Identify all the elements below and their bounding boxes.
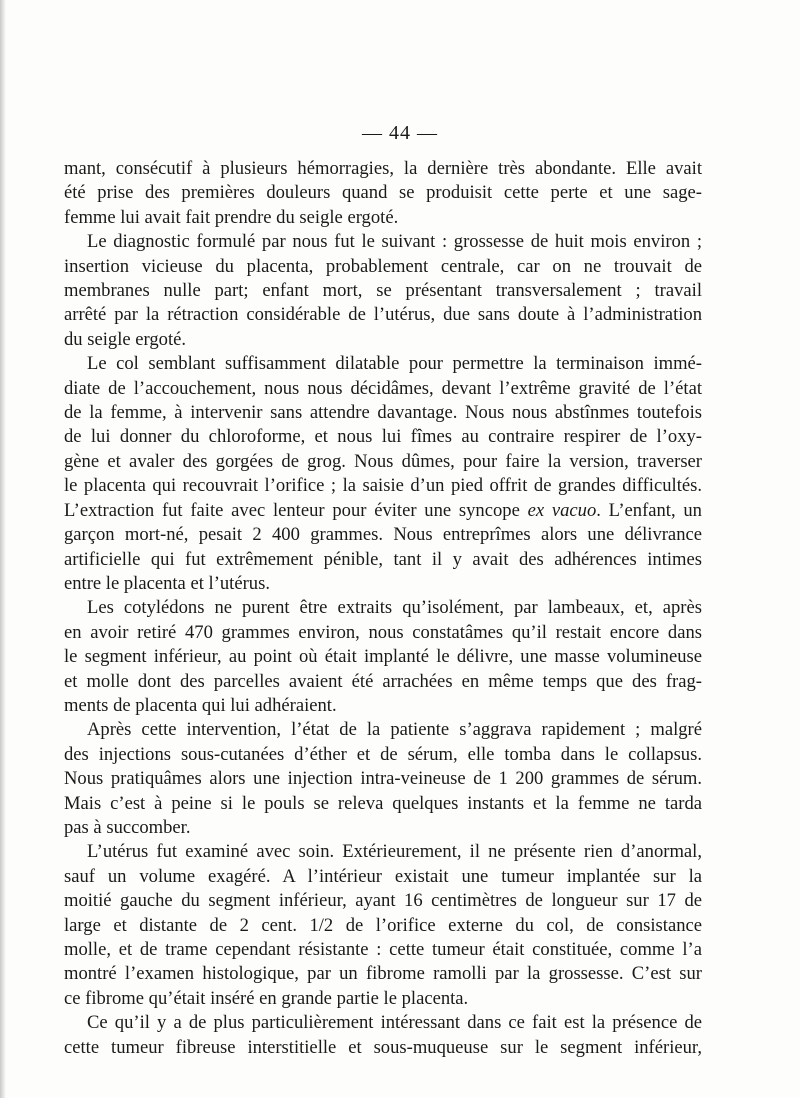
page-edge-shadow: [0, 0, 6, 1098]
text-line: moitié gauche du segment inférieur, ayant 16 centimètres de longueur sur 17 de: [64, 890, 702, 912]
text-line: et molle dont des parcelles avaient été arrachées en même temps que des frag-: [64, 670, 702, 692]
paragraph-4: [64, 596, 702, 718]
text-line: sauf un volume exagéré. A l’intérieur existait une tumeur implantée sur la: [64, 865, 702, 887]
text-line: insertion vicieuse du placenta, probablement centrale, car on ne trouvait de: [64, 255, 702, 277]
paragraph-3: [64, 352, 702, 596]
paragraph-6: [64, 840, 702, 1011]
text-line: de la femme, à intervenir sans attendre davantage. Nous nous abstînmes toutefois: [64, 402, 702, 424]
text-line: cette tumeur fibreuse interstitielle et sous-muqueuse sur le segment inférieur,: [64, 1036, 702, 1058]
text-line: des injections sous-cutanées d’éther et de sérum, elle tomba dans le collapsus.: [64, 743, 702, 765]
body-text: [64, 157, 702, 1060]
paragraph-7: [64, 1011, 702, 1060]
text-line: pas à succomber.: [64, 816, 191, 838]
text-line: L’extraction fut faite avec lenteur pour éviter une syncope ex vacuo. L’enfant, un: [64, 499, 702, 521]
paragraph-1: [64, 157, 702, 230]
paragraph-2: [64, 230, 702, 352]
text-line: artificielle qui fut extrêmement pénible, tant il y avait des adhérences intimes: [64, 548, 702, 570]
text-line: Le diagnostic formulé par nous fut le suivant : grossesse de huit mois environ ;: [87, 231, 702, 253]
text-line: L’utérus fut examiné avec soin. Extérieurement, il ne présente rien d’anormal,: [87, 841, 702, 863]
latin-phrase: ex vacuo: [527, 499, 597, 521]
text-line: mant, consécutif à plusieurs hémorragies, la dernière très abondante. Elle avait: [64, 158, 702, 179]
text-line: Les cotylédons ne purent être extraits qu’isolément, par lambeaux, et, après: [87, 597, 702, 619]
text-line: garçon mort-né, pesait 2 400 grammes. Nous entreprîmes alors une délivrance: [64, 524, 702, 546]
text-line: gène et avaler des gorgées de grog. Nous dûmes, pour faire la version, traverser: [64, 450, 702, 472]
text-line: Mais c’est à peine si le pouls se releva quelques instants et la femme ne tarda: [64, 792, 702, 814]
text-line: de lui donner du chloroforme, et nous lui fîmes au contraire respirer de l’oxy-: [64, 426, 702, 448]
text-line: ments de placenta qui lui adhéraient.: [64, 694, 337, 716]
text-line: le placenta qui recouvrait l’orifice ; la saisie d’un pied offrit de grandes difficultés.: [64, 475, 702, 497]
text-line: du seigle ergoté.: [64, 328, 187, 350]
text-line: ce fibrome qu’était inséré en grande partie le placenta.: [64, 987, 469, 1009]
text-line: Après cette intervention, l’état de la patiente s’aggrava rapidement ; malgré: [87, 719, 702, 741]
text-line: membranes nulle part; enfant mort, se présentant transversalement ; travail: [64, 280, 702, 302]
text-line: entre le placenta et l’utérus.: [64, 572, 270, 594]
text-line: diate de l’accouchement, nous nous décidâmes, devant l’extrême gravité de l’état: [64, 377, 702, 399]
text-line: été prise des premières douleurs quand se produisit cette perte et une sage-: [64, 182, 702, 204]
page-number: — 44 —: [362, 122, 438, 144]
text-line: large et distante de 2 cent. 1/2 de l’orifice externe du col, de consistance: [64, 914, 702, 936]
text-line: Ce qu’il y a de plus particulièrement intéressant dans ce fait est la présence de: [87, 1012, 702, 1034]
text-line: en avoir retiré 470 grammes environ, nous constatâmes qu’il restait encore dans: [64, 621, 702, 643]
text-line: montré l’examen histologique, par un fibrome ramolli par la grossesse. C’est sur: [64, 963, 702, 985]
paragraph-5: [64, 718, 702, 840]
text-line: Nous pratiquâmes alors une injection intra-veineuse de 1 200 grammes de sérum.: [64, 768, 702, 790]
text-line: arrêté par la rétraction considérable de l’utérus, due sans doute à l’administration: [64, 304, 702, 326]
text-line: femme lui avait fait prendre du seigle ergoté.: [64, 206, 399, 228]
text-line: Le col semblant suffisamment dilatable pour permettre la terminaison immé-: [87, 353, 702, 375]
text-line: le segment inférieur, au point où était implanté le délivre, une masse volumineuse: [64, 646, 702, 668]
text-line: molle, et de trame cependant résistante : cette tumeur était constituée, comme l’a: [64, 939, 702, 960]
